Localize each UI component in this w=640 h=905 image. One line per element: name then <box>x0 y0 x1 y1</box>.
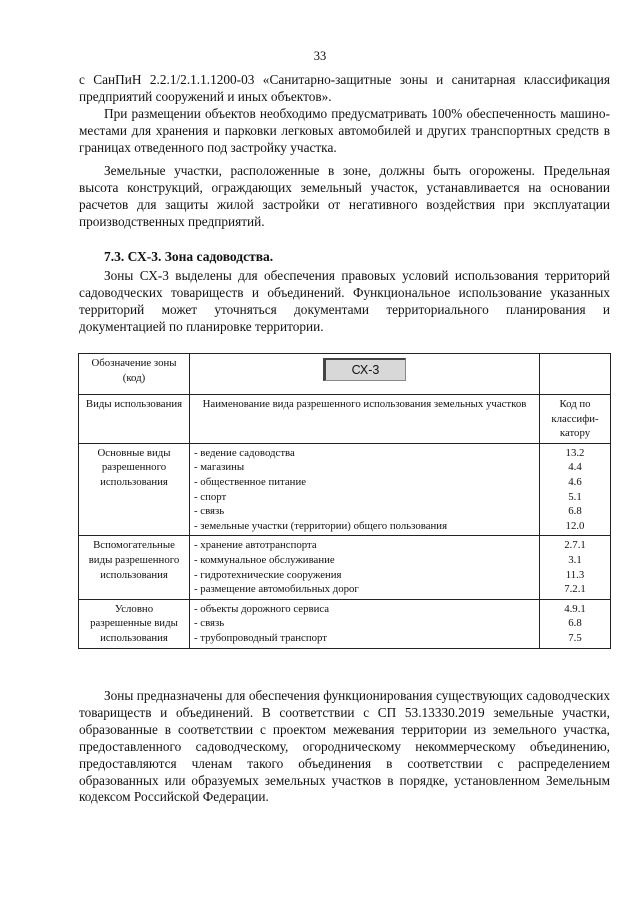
code-value: 6.8 <box>568 505 582 518</box>
code-value: 4.6 <box>568 475 582 488</box>
list-item: - трубопроводный транспорт <box>194 631 327 644</box>
zone-table <box>78 353 611 649</box>
list-item: - связь <box>194 505 225 518</box>
code-value: 2.7.1 <box>564 539 586 552</box>
group-items-main <box>190 443 540 536</box>
table-row <box>79 536 611 599</box>
list-item: - земельные участки (территории) общего пользования <box>194 519 448 532</box>
list-item: - гидротехнические сооружения <box>194 568 342 581</box>
table-row <box>79 599 611 648</box>
paragraph-zone-purpose: Зоны СХ-3 выделены для обеспечения правовых условий использования территорий садоводческих товариществ и объединений. Функциональное использование указанных территорий может уточняться документами территориального планирования и документацией по планировке территории. <box>79 268 610 334</box>
list-item: - магазины <box>194 461 245 474</box>
code-value: 12.0 <box>565 519 585 532</box>
code-value: 4.9.1 <box>564 602 586 615</box>
code-value: 4.4 <box>568 461 582 474</box>
list-item: - ведение садоводства <box>194 446 295 459</box>
group-type-auxiliary: Вспомогательные виды разрешенного использования <box>79 536 190 599</box>
paragraph-zone-function: Зоны предназначены для обеспечения функционирования существующих садоводческих товариществ и объединений. В соответствии с СП 53.13330.2019 земельные участки, образованные в соответствии с проектом межевания территории из земельного участка, предоставленного садоводческому, огородническому некоммерческому объединению, предоставляются членам такого объединения в соответствии с распределением образованных или образуемых земельных участков в порядке, установленном Земельным кодексом Российской Федерации. <box>79 688 610 805</box>
code-value: 11.3 <box>565 568 585 581</box>
col-header-use-types: Виды использования <box>79 395 190 444</box>
paragraph-parking: При размещении объектов необходимо предусматривать 100% обеспеченность машино-местами для хранения и парковки легковых автомобилей и других транспортных средств в границах отведенного под застройку участка. <box>79 105 610 155</box>
group-type-conditional: Условно разрешенные виды использования <box>79 599 190 648</box>
list-item: - связь <box>194 617 225 630</box>
table-header-row-2 <box>79 395 611 444</box>
list-item: - хранение автотранспорта <box>194 539 317 552</box>
group-codes-conditional <box>540 599 611 648</box>
page-number: 33 <box>313 49 327 63</box>
group-codes-auxiliary <box>540 536 611 599</box>
list-item: - объекты дорожного сервиса <box>194 602 330 615</box>
table-row <box>79 443 611 536</box>
code-value: 5.1 <box>568 490 582 503</box>
zone-code-cell <box>190 354 540 395</box>
code-value: 7.5 <box>568 631 582 644</box>
empty-header-cell <box>540 354 611 395</box>
list-item: - общественное питание <box>194 475 307 488</box>
section-heading: 7.3. СХ-3. Зона садоводства. <box>104 249 274 264</box>
zone-code-box: СХ-3 <box>323 358 407 381</box>
paragraph-sanpin: с СанПиН 2.2.1/2.1.1.1200-03 «Санитарно-защитные зоны и санитарная классификация предприятий сооружений и иных объектов». <box>79 72 610 104</box>
code-value: 7.2.1 <box>564 583 586 596</box>
group-type-main: Основные виды разрешенного использования <box>79 443 190 536</box>
zone-label-cell: Обозначение зоны (код) <box>79 354 190 395</box>
list-item: - коммунальное обслуживание <box>194 553 335 566</box>
group-items-auxiliary <box>190 536 540 599</box>
list-item: - размещение автомобильных дорог <box>194 583 359 596</box>
group-codes-main <box>540 443 611 536</box>
paragraph-fencing: Земельные участки, расположенные в зоне, должны быть огорожены. Предельная высота конструкций, ограждающих земельный участок, устанавливается на основании расчетов для защиты жилой застройки от негативного воздействия при эксплуатации производственных предприятий. <box>79 163 610 229</box>
col-header-code: Код по классифи-катору <box>540 395 611 444</box>
table-header-row-1 <box>79 354 611 395</box>
col-header-name: Наименование вида разрешенного использования земельных участков <box>190 395 540 444</box>
group-items-conditional <box>190 599 540 648</box>
intro-paragraphs <box>79 72 610 157</box>
code-value: 13.2 <box>565 446 585 459</box>
code-value: 6.8 <box>568 617 582 630</box>
code-value: 3.1 <box>568 553 582 566</box>
list-item: - спорт <box>194 490 227 503</box>
